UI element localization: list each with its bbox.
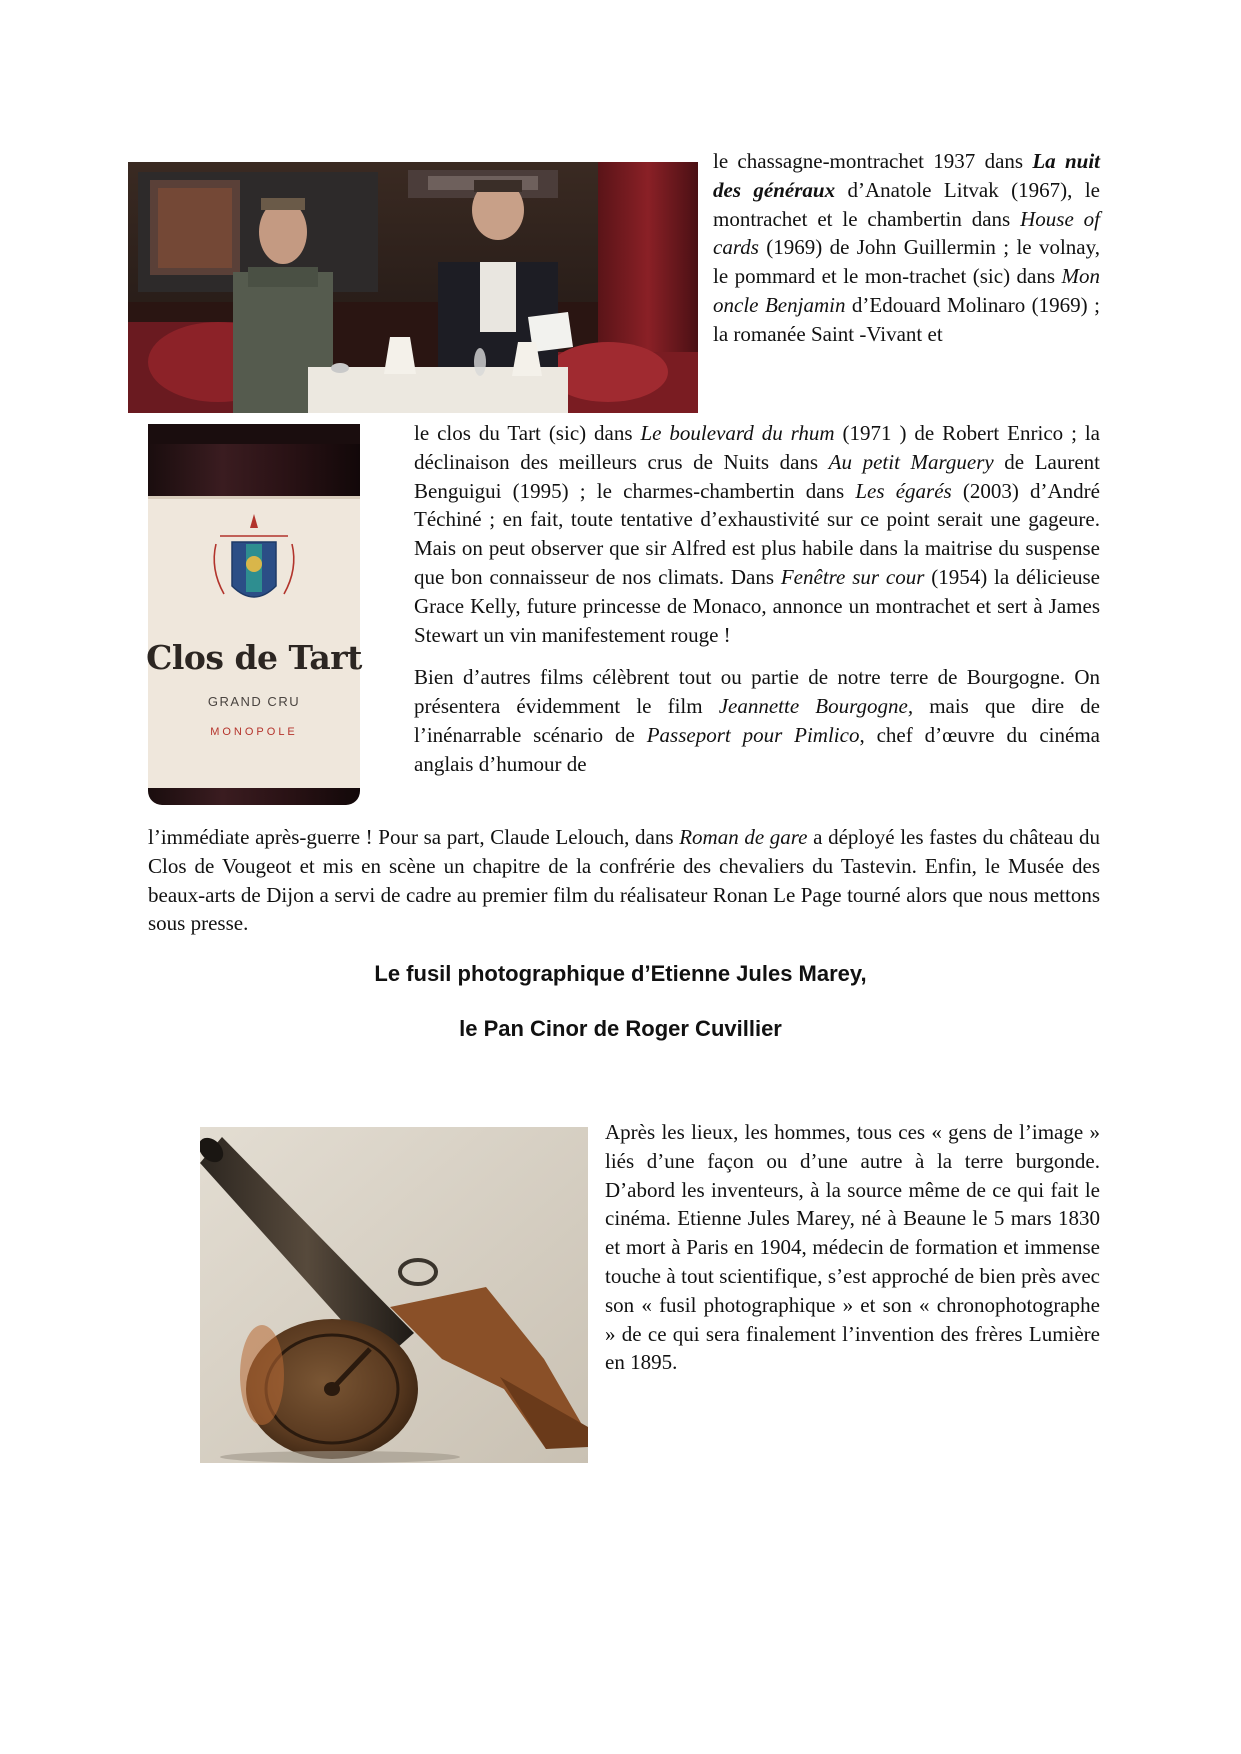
middle-text-2: (1971 ) de Robert Enrico ; la déclinaison des meilleurs crus de Nuits dans bbox=[414, 421, 1101, 474]
film-title-passeport-pour-pimlico: Passeport pour Pimlico bbox=[646, 722, 860, 747]
full-width-paragraph bbox=[148, 823, 1100, 938]
intro-text-2: d’Anatole Litvak (1967), le montrachet et le chambertin dans bbox=[713, 177, 1100, 231]
film-still-photo bbox=[128, 162, 698, 413]
second-text-1: Bien d’autres films célèbrent tout ou partie de notre terre de Bourgogne. On présentera évidemment le film bbox=[414, 665, 1100, 719]
wine-label-grade: GRAND CRU bbox=[207, 694, 301, 709]
film-title-fenetre-sur-cour: Fenêtre sur cour bbox=[780, 564, 925, 589]
film-title-house-of-cards: House of cards bbox=[713, 206, 1100, 260]
full-text-1: l’immédiate après-guerre ! Pour sa part, Claude Lelouch, dans bbox=[148, 825, 680, 849]
film-title-mon-oncle-benjamin: Mon oncle Benjamin bbox=[713, 264, 1100, 317]
intro-text-4: d’Edouard Molinaro (1969) ; la romanée Saint -Vivant et bbox=[713, 292, 1100, 346]
marey-paragraph: Après les lieux, les hommes, tous ces « gens de l’image » liés d’une façon ou d’une autre à la terre burgonde. D’abord les inventeurs, à la source même de ce qui fait le cinéma. Etienne Jules Marey, né à Beaune le 5 mars 1830 et mort à Paris en 1904, médecin de formation et immense touche à tout scientifique, s’est approché de bien près avec son « fusil photographique » et son « chronophotographe » de ce qui sera finalement l’invention des frères Lumière en 1895. bbox=[605, 1120, 1100, 1375]
intro-text-3: (1969) de John Guillermin ; le volnay, le pommard et le mon-trachet (sic) dans bbox=[713, 235, 1100, 289]
photographic-rifle-photo bbox=[200, 1127, 588, 1463]
section-heading-line-2: le Pan Cinor de Roger Cuvillier bbox=[459, 1016, 782, 1041]
film-title-le-boulevard-du-rhum: Le boulevard du rhum bbox=[640, 421, 835, 445]
middle-text-5: (1954) la délicieuse Grace Kelly, future princesse de Monaco, annonce un montrachet et sert à James Stewart un vin manifestement rouge ! bbox=[414, 564, 1100, 647]
middle-text-4: (2003) d’André Téchiné ; en fait, toute tentative d’exhaustivité sur ce point serait une gageure. Mais on peut observer que sir Alfred est plus habile dans la maitrise du suspense que bon connaisseur de nos climats. Dans bbox=[414, 478, 1100, 589]
section-heading-line-1: Le fusil photographique d’Etienne Jules Marey, bbox=[374, 961, 867, 986]
film-title-jeannette-bourgogne: Jeannette Bourgogne, bbox=[718, 694, 914, 719]
wine-label-name: Clos de Tart bbox=[146, 638, 362, 677]
intro-paragraph bbox=[713, 147, 1100, 349]
middle-paragraph bbox=[414, 419, 1100, 779]
film-title-au-petit-marguery: Au petit Marguery bbox=[828, 449, 994, 474]
wine-bottle-photo bbox=[140, 424, 368, 805]
middle-text-3: de Laurent Benguigui (1995) ; le charmes-chambertin dans bbox=[414, 449, 1100, 503]
film-title-les-egares: Les égarés bbox=[855, 478, 952, 503]
full-text-2: a déployé les fastes du château du Clos de Vougeot et mis en scène un chapitre de la confrérie des chevaliers du Tastevin. Enfin, le Musée des beaux-arts de Dijon a servi de cadre au premier film du réalisateur Ronan Le Page tourné alors que nous mettons sous presse. bbox=[148, 825, 1101, 936]
middle-text-1: le clos du Tart (sic) dans bbox=[414, 421, 641, 445]
wine-label-status: MONOPOLE bbox=[210, 726, 298, 738]
film-title-la-nuit-des-generaux: La nuit des généraux bbox=[713, 149, 1100, 202]
intro-text-1: le chassagne-montrachet 1937 dans bbox=[713, 149, 1033, 173]
second-text-3: , chef d’œuvre du cinéma anglais d’humour de bbox=[414, 722, 1100, 776]
film-title-roman-de-gare: Roman de gare bbox=[679, 825, 808, 849]
second-text-2: mais que dire de l’inénarrable scénario de bbox=[414, 694, 1101, 747]
